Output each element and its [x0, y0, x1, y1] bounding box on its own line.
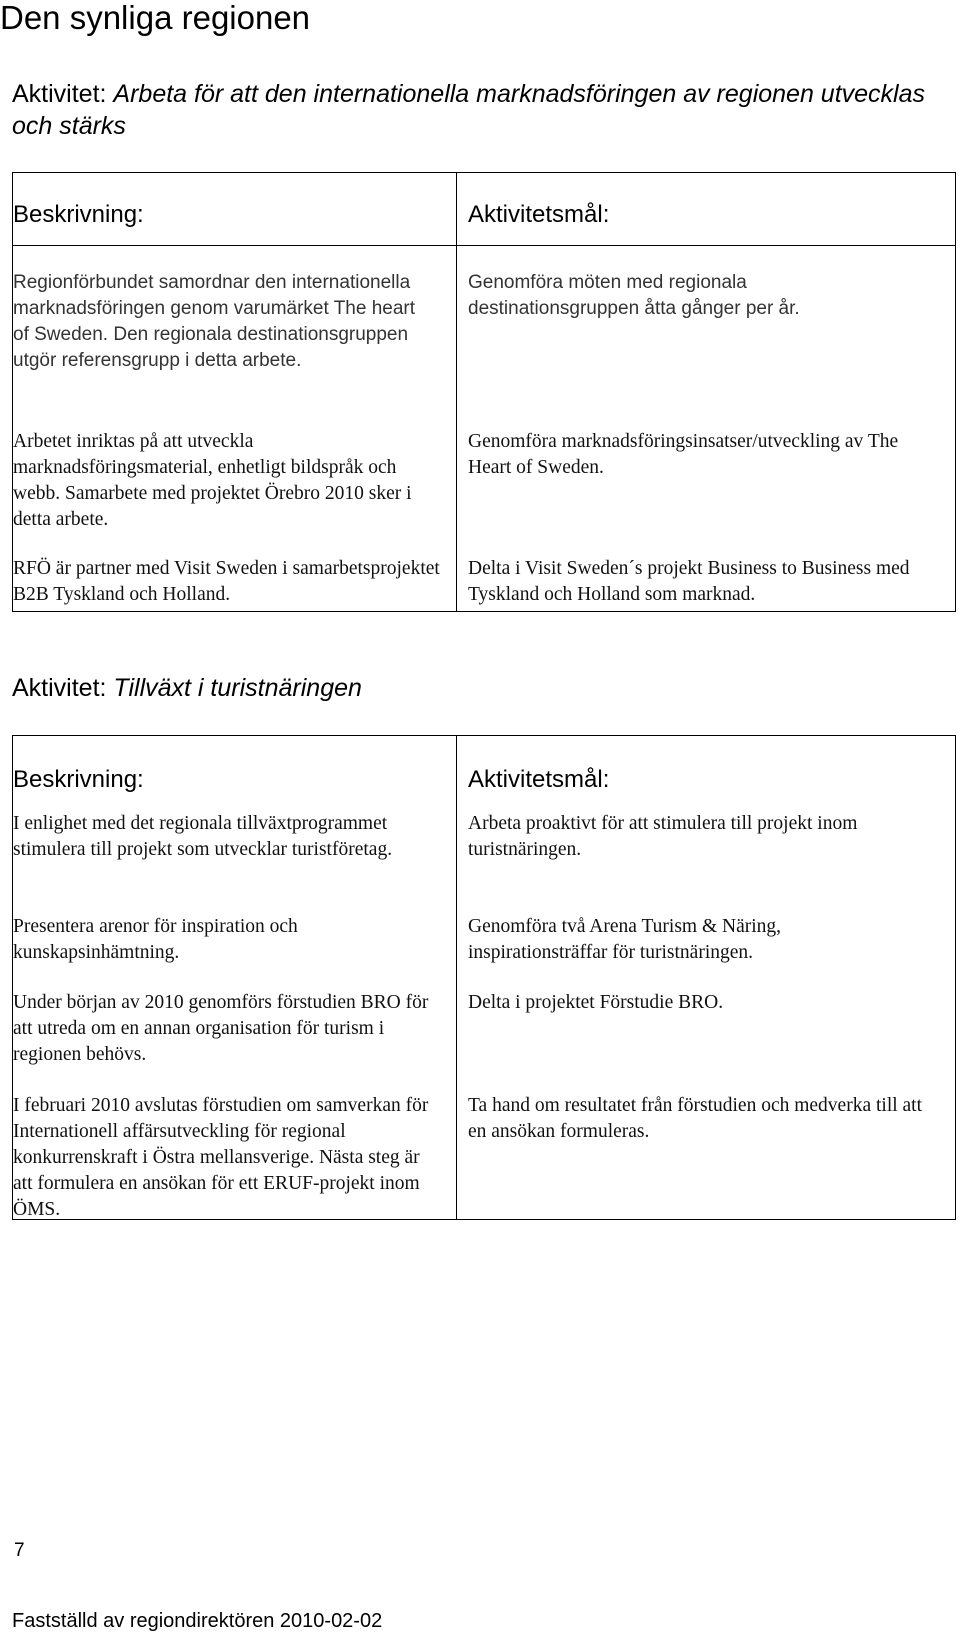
- activity-name: Arbeta för att den internationella marknadsföringen av regionen utvecklas och stärks: [12, 80, 926, 140]
- column-divider: [456, 736, 457, 1219]
- activity-label: Aktivitet:: [12, 80, 114, 108]
- activity-table-2: [12, 735, 956, 1220]
- description-paragraph: Arbetet inriktas på att utveckla marknadsföringsmaterial, enhetligt bildspråk och webb. Samarbete med projektet Örebro 2010 sker i detta arbete.: [13, 431, 412, 530]
- description-paragraph: Regionförbundet samordnar den internationella marknadsföringen genom varumärket The heart of Sweden. Den regionala destinationsgruppen utgör referensgrupp i detta arbete.: [13, 272, 416, 371]
- description-heading: Beskrivning:: [13, 201, 144, 228]
- description-paragraph: RFÖ är partner med Visit Sweden i samarbetsprojektet B2B Tyskland och Holland.: [13, 558, 440, 605]
- goals-heading: Aktivitetsmål:: [468, 201, 610, 228]
- activity-heading-2: [12, 672, 942, 704]
- goals-heading: Aktivitetsmål:: [468, 766, 610, 793]
- description-paragraph: Presentera arenor för inspiration och kunskapsinhämtning.: [13, 916, 298, 963]
- goal-paragraph: Genomföra möten med regionala destinationsgruppen åtta gånger per år.: [468, 272, 800, 319]
- column-divider: [456, 173, 457, 611]
- goal-paragraph: Arbeta proaktivt för att stimulera till projekt inom turistnäringen.: [468, 813, 858, 860]
- description-paragraph: Under början av 2010 genomförs förstudien BRO för att utreda om en annan organisation för turism i regionen behövs.: [13, 992, 429, 1065]
- description-paragraph: I enlighet med det regionala tillväxtprogrammet stimulera till projekt som utvecklar turistföretag.: [13, 813, 393, 860]
- description-paragraph: I februari 2010 avslutas förstudien om samverkan för Internationell affärsutveckling för regional konkurrenskraft i Östra mellansverige. Nästa steg är att formulera en ansökan för ett ERUF-projekt inom ÖMS.: [13, 1095, 429, 1220]
- description-heading: Beskrivning:: [13, 766, 144, 793]
- footer: Fastställd av regiondirektören 2010-02-02: [12, 1610, 383, 1632]
- activity-name: Tillväxt i turistnäringen: [113, 674, 362, 702]
- goal-paragraph: Delta i projektet Förstudie BRO.: [468, 992, 724, 1013]
- activity-table-1: [12, 172, 956, 612]
- goal-paragraph: Genomföra marknadsföringsinsatser/utveckling av The Heart of Sweden.: [468, 431, 899, 478]
- goal-paragraph: Ta hand om resultatet från förstudien och medverka till att en ansökan formuleras.: [468, 1095, 923, 1142]
- activity-heading-1: [12, 78, 942, 142]
- activity-label: Aktivitet:: [12, 674, 114, 702]
- goal-paragraph: Delta i Visit Sweden´s projekt Business to Business med Tyskland och Holland som marknad.: [468, 558, 910, 605]
- page-number: 7: [14, 1540, 25, 1561]
- page-title: Den synliga regionen: [0, 0, 311, 36]
- header-divider: [13, 245, 955, 246]
- goal-paragraph: Genomföra två Arena Turism & Näring, inspirationsträffar för turistnäringen.: [468, 916, 782, 963]
